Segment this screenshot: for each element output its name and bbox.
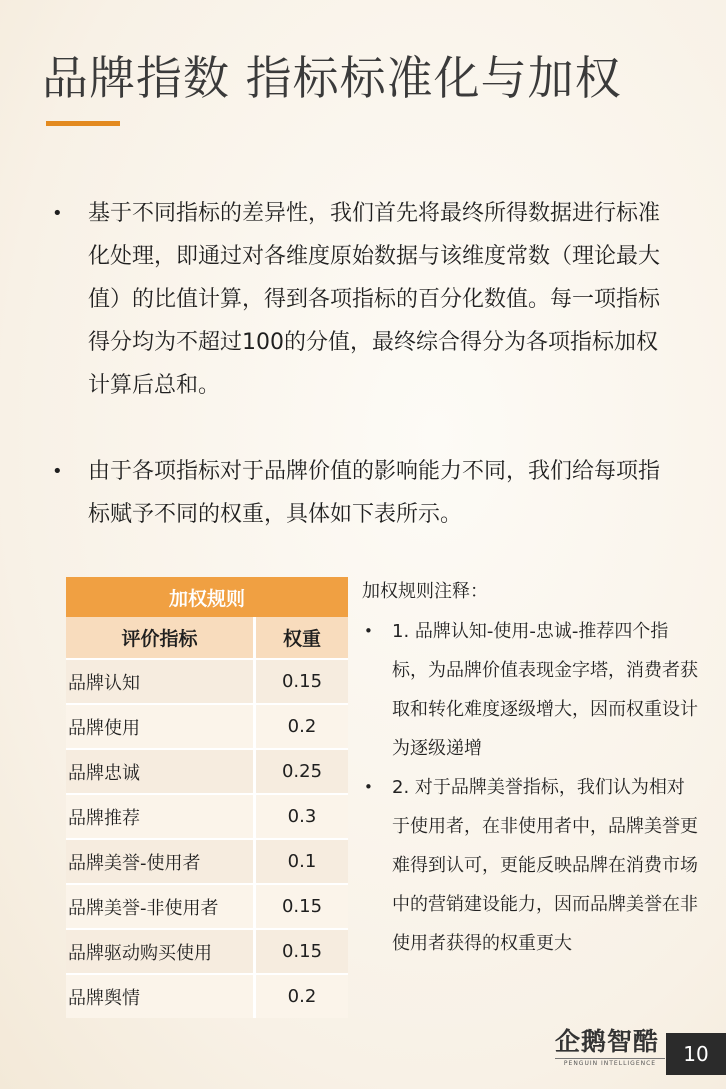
table-row [66,748,348,793]
indicator-name: 品牌美誉-非使用者 [66,883,256,928]
column-header-indicator: 评价指标 [66,617,256,658]
note-item-2 [362,768,702,963]
table-row [66,973,348,1018]
table-row [66,793,348,838]
page-number-badge: 10 [666,1033,726,1075]
indicator-weight: 0.15 [256,658,348,703]
penguin-intelligence-logo [555,1027,665,1071]
indicator-weight: 0.2 [256,703,348,748]
indicator-weight: 0.15 [256,883,348,928]
indicator-name: 品牌美誉-使用者 [66,838,256,883]
indicator-weight: 0.25 [256,748,348,793]
note-text: 1. 品牌认知-使用-忠诚-推荐四个指标，为品牌价值表现金字塔，消费者获取和转化难度逐级增大，因而权重设计为逐级递增 [392,621,698,759]
bullet-dot-icon: • [364,778,373,796]
bullet-dot-icon: • [364,622,373,640]
table-row [66,838,348,883]
note-item-1 [362,612,702,768]
indicator-weight: 0.3 [256,793,348,838]
indicator-weight: 0.2 [256,973,348,1018]
indicator-name: 品牌舆情 [66,973,256,1018]
indicator-weight: 0.15 [256,928,348,973]
logo-chinese-name: 企鹅智酷 [555,1027,660,1056]
indicator-weight: 0.1 [256,838,348,883]
indicator-name: 品牌忠诚 [66,748,256,793]
bullet-text: 基于不同指标的差异性，我们首先将最终所得数据进行标准化处理，即通过对各维度原始数据与该维度常数（理论最大值）的比值计算，得到各项指标的百分化数值。每一项指标得分均为不超过100的分值，最终综合得分为各项指标加权计算后总和。 [88,201,661,398]
weighting-rules-table [66,577,348,1018]
table-row [66,658,348,703]
table-row [66,928,348,973]
bullet-dot-icon: • [52,461,63,482]
note-text: 2. 对于品牌美誉指标，我们认为相对于使用者，在非使用者中，品牌美誉更难得到认可，更能反映品牌在消费市场中的营销建设能力，因而品牌美誉在非使用者获得的权重更大 [392,777,698,954]
page-title: 品牌指数 指标标准化与加权 [42,51,622,105]
title-underline [46,121,120,126]
column-header-weight: 权重 [256,617,348,658]
bullet-text: 由于各项指标对于品牌价值的影响能力不同，我们给每项指标赋予不同的权重，具体如下表所示。 [88,459,661,527]
bullet-dot-icon: • [52,203,63,224]
table-row [66,703,348,748]
indicator-name: 品牌使用 [66,703,256,748]
notes-heading: 加权规则注释： [362,581,488,602]
table-title: 加权规则 [66,577,348,617]
indicator-name: 品牌推荐 [66,793,256,838]
indicator-name: 品牌驱动购买使用 [66,928,256,973]
indicator-name: 品牌认知 [66,658,256,703]
logo-english-name: PENGUIN INTELLIGENCE [555,1058,665,1069]
weighting-notes [362,576,702,963]
table-row [66,883,348,928]
